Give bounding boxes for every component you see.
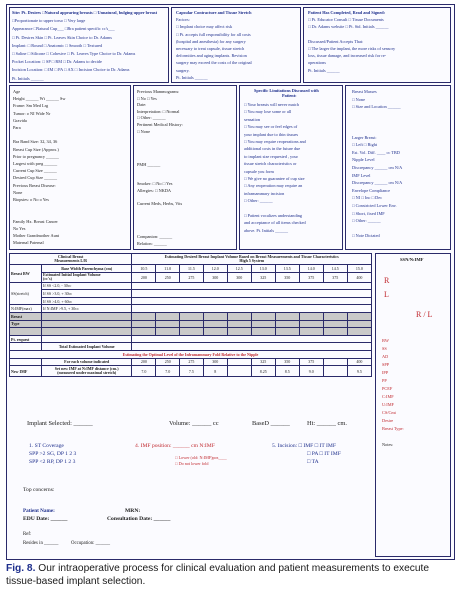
init-vol-cell: 300 xyxy=(203,272,227,282)
total-label: Total Estimated Implant Volume xyxy=(42,343,132,351)
shade-cell xyxy=(203,312,227,320)
limitations-title: Specific Limitations Discussed with xyxy=(254,88,319,93)
rl-label: R / L xyxy=(416,310,433,319)
ssn-title: SSN/N:IMF xyxy=(400,257,424,262)
new-imf-cell: 7.0 xyxy=(156,366,180,377)
shade-cell xyxy=(323,312,347,320)
top-left-line: Implant: □ Round □ Anatomic □ Smooth □ Textured xyxy=(12,42,103,48)
new-imf-cell: 7.5 xyxy=(180,366,204,377)
medical-history-line: □ Other: ______ xyxy=(137,115,166,121)
bw-cell: 13.5 xyxy=(275,265,299,273)
bw-cell: 14.0 xyxy=(299,265,323,273)
top-mid-line: Factors: xyxy=(176,17,190,23)
top-right-line: Patient Has Completed, Read and Signed: xyxy=(308,10,386,15)
shade-cell xyxy=(227,312,251,320)
init-vol-cell: 350 xyxy=(275,272,299,282)
top-left-line: Incision Location: □ IM □ PA □ AX □ Incision Choice to Dr. Adams xyxy=(12,67,130,73)
breast-masses-line: □ None xyxy=(352,96,365,102)
init-vol-cell: 375 xyxy=(323,272,347,282)
medical-history-line: Allergies: □ NKDA xyxy=(137,188,172,193)
top-left-line: □ Pt. Desires Skin □ Pt. Leaves Skin Choice to Dr. Adams xyxy=(12,34,112,40)
breast-masses-line: □ Note Dictated xyxy=(352,233,380,239)
ssn-measure-label: Desire xyxy=(382,418,394,423)
evaluation-form xyxy=(6,4,455,560)
ss-fill xyxy=(132,297,372,305)
total-fill xyxy=(132,343,372,351)
mrn: MRN: xyxy=(125,508,141,514)
new-imf-desc xyxy=(42,366,132,377)
st-coverage: 1. ST Coverage xyxy=(29,443,64,449)
init-vol-cell: 325 xyxy=(251,272,275,282)
each-vol-cell xyxy=(227,358,251,366)
patient-data-line: Maternal Paternal xyxy=(13,240,44,246)
table-header-system xyxy=(132,254,372,265)
bw-cell: 12.5 xyxy=(227,265,251,273)
limitation-line: and acceptance of all items checked xyxy=(244,220,306,226)
patient-data-box xyxy=(9,85,131,250)
new-imf-desc-2: (measured under maximal stretch) xyxy=(57,370,117,376)
init-vol-cell: 275 xyxy=(180,272,204,282)
shade-cell xyxy=(299,328,323,336)
medical-history-line: Smoker: □ No □ Yes xyxy=(137,181,173,187)
shade-cell xyxy=(299,320,323,328)
top-mid-line: (hospital and anesthesia) for any surgery xyxy=(176,38,246,44)
top-right-line: operations xyxy=(308,60,326,66)
top-mid-line: □ Implant choice may affect risk xyxy=(176,24,233,30)
limitation-line: □ Other: ______ xyxy=(244,198,273,204)
ssn-measure-label: PP xyxy=(382,378,387,383)
shade-cell xyxy=(227,328,251,336)
ss-row: If SS <2.0, - 30cc xyxy=(42,282,132,290)
shade-cell xyxy=(323,320,347,328)
ssn-measure-label: IPP xyxy=(382,370,389,375)
ssn-measure-label: SPP xyxy=(382,362,390,367)
each-vol-cell xyxy=(323,358,347,366)
base-d-field: BaseD ______ xyxy=(252,420,290,427)
high5-table xyxy=(9,253,372,377)
ssn-measure-label: AD xyxy=(382,354,389,359)
breast-masses-line: □ Left □ Right xyxy=(352,142,378,148)
bw-cell: 15.0 xyxy=(347,265,371,273)
patient-data-line: Desired Cup Size ______ xyxy=(13,175,58,181)
limitations-box xyxy=(239,85,343,250)
shade-cell xyxy=(180,312,204,320)
imf-option-keep: □ Do not lower fold xyxy=(175,461,209,466)
ssn-measure-label: PCEF xyxy=(382,386,393,391)
resides: Resides in ______ xyxy=(23,541,59,546)
ssn-measure-label: BW xyxy=(382,338,389,343)
bw-cell: 14.5 xyxy=(323,265,347,273)
init-vol-cell: 250 xyxy=(156,272,180,282)
nimf-row: If N:IMF >9.5, + 30cc xyxy=(42,305,132,313)
medical-history-line: Previous Mammograms: xyxy=(137,89,180,94)
new-imf-desc-1: Set new IMF at N:IMF distance (cm.) xyxy=(54,365,119,371)
init-vol-units: (cc's) xyxy=(43,276,52,282)
ref: Ref: xyxy=(23,532,32,537)
bw-cell: 10.5 xyxy=(132,265,156,273)
top-right-line: Discussed/Patient Accepts That: xyxy=(308,38,364,44)
pt-request-fill xyxy=(132,335,372,343)
init-vol-cell: 400 xyxy=(347,272,371,282)
breast-masses-box xyxy=(345,85,451,250)
table-header-clinical xyxy=(10,254,132,265)
medical-history-line: Current Meds, Herbs, Vits xyxy=(137,201,183,207)
new-imf-cell: 9.5 xyxy=(347,366,371,377)
table-h1b: Measurements L/R xyxy=(54,258,88,263)
each-vol-cell: 275 xyxy=(180,358,204,366)
top-mid-line: deformities and aging implants. Revision xyxy=(176,53,247,59)
notes-label: Notes: xyxy=(382,442,394,447)
patient-data-line: Frame: Sm Med Lrg xyxy=(13,103,49,109)
limitation-line: □ You may require reoperations and xyxy=(244,139,306,144)
patient-data-line: Previous Breast Disease: xyxy=(13,182,56,188)
each-vol-blank xyxy=(10,358,42,366)
shade-cell xyxy=(42,328,132,336)
each-vol-cell: 350 xyxy=(275,358,299,366)
limitation-line: □ You may lose some or all xyxy=(244,109,292,115)
each-vol-label: For each volume indicated xyxy=(42,358,132,366)
medical-history-line: Pertinent Medical History: xyxy=(137,122,183,127)
shade-cell xyxy=(251,312,275,320)
breast-masses-line: Envelope Compliance xyxy=(352,187,391,193)
shade-cell xyxy=(347,320,371,328)
breast-masses-line: □ Other: ______ xyxy=(352,218,381,224)
breast-type-label: Breast xyxy=(10,312,42,320)
pt-request-cell xyxy=(42,335,132,343)
incision-options: 5. Incision: □ IMF □ IT IMF xyxy=(272,443,336,449)
volume-field: Volume: ______ cc xyxy=(169,420,219,427)
nimf-label: N:IMF(max) xyxy=(10,305,42,313)
shade-cell xyxy=(275,320,299,328)
limitation-line: your implant due to thin tissues xyxy=(244,131,299,137)
shade-cell xyxy=(299,312,323,320)
ht-field: Ht: ______ cm. xyxy=(307,420,347,427)
patient-data-line: No Yes xyxy=(13,225,26,231)
ssn-panel xyxy=(375,253,451,557)
top-right-line: Pt. Initials ______ xyxy=(308,67,340,73)
limitation-line: □ Patient vocalizes understanding xyxy=(244,213,303,218)
ssn-measure-label: Breast Type: xyxy=(382,426,404,431)
ssn-measure-label: SS xyxy=(382,346,387,351)
top-mid-box xyxy=(171,7,301,83)
breast-masses-line: □ Constricted Lower Env. xyxy=(352,203,397,208)
breast-masses-line: Discrepancy ______ cm N/A xyxy=(352,165,403,170)
limitation-line: above. Pt. Initials ______ xyxy=(244,227,289,233)
limitation-line: inframammary incision xyxy=(244,190,285,196)
top-right-line: □ The larger the implant, the more risks of sensory xyxy=(308,46,396,51)
pt-request-label: Pt. request xyxy=(10,335,42,343)
shade-cell xyxy=(275,328,299,336)
bw-cell: 13.0 xyxy=(251,265,275,273)
breast-masses-line: Est. Vol. Diff. ____ cc TBD xyxy=(352,149,400,155)
patient-data-line: None xyxy=(13,189,23,195)
occupation: Occupation: ______ xyxy=(71,541,111,546)
patient-data-line: Biopsies: o No o Yes xyxy=(13,197,49,202)
shade-cell xyxy=(180,328,204,336)
r-label: R xyxy=(384,276,390,285)
new-imf-cell xyxy=(323,366,347,377)
breast-masses-line: Larger Breast: xyxy=(352,134,377,140)
l-label: L xyxy=(384,290,389,299)
top-left-box xyxy=(9,7,169,83)
table-h2: Estimating Desired Breast Implant Volume Based on Breast Measurements and Tissue Characteristics xyxy=(164,253,339,259)
imf-option-lower: □ Lower (old: N:IMF)pos____ xyxy=(175,455,227,460)
spp-row-1: SPP >2 SG, DP 1 2 3 xyxy=(29,451,77,457)
each-vol-cell: 325 xyxy=(251,358,275,366)
shade-cell xyxy=(180,320,204,328)
patient-data-line: Largest with preg ______ xyxy=(13,161,58,166)
ss-row: If SS >4.0, + 60cc xyxy=(42,297,132,305)
top-left-line: □ Saline □ Silicone □ Cohesive □ Pt. Leaves Type Choice to Dr. Adams xyxy=(12,51,136,56)
medical-history-line: Date: xyxy=(137,102,147,108)
bw-cell: 11.0 xyxy=(156,265,180,273)
ss-row: If SS >3.0, + 30cc xyxy=(42,290,132,298)
top-mid-line: □ Pt. accepts full responsibility for all costs xyxy=(176,31,251,37)
limitation-line: □ Your breasts will never match xyxy=(244,102,299,107)
new-imf-cell: 7.0 xyxy=(132,366,156,377)
breast-masses-line: IMF Level xyxy=(352,172,371,178)
medical-history-box xyxy=(133,85,237,250)
ssn-measure-label: C:IMF xyxy=(382,394,394,399)
shade-cell xyxy=(323,328,347,336)
ssn-measure-label: U:IMF xyxy=(382,402,394,407)
each-vol-cell: 300 xyxy=(203,358,227,366)
breast-masses-line: □ NI □ Inc □ Dec xyxy=(352,195,383,201)
top-concerns: Top concerns: xyxy=(23,487,55,493)
patient-data-line: Gravida xyxy=(13,117,27,123)
init-vol-text: Estimated Initial Implant Volume xyxy=(43,271,101,277)
shade-cell xyxy=(203,328,227,336)
patient-data-line: Height ______ Wt ______ Sw xyxy=(13,96,66,102)
top-mid-line: Pt. Initials ______ xyxy=(176,74,208,80)
breast-masses-line: Breast Masses xyxy=(352,89,377,94)
patient-data-line: Age xyxy=(13,89,21,94)
top-mid-line: necessary to treat capsule, tissue stretch xyxy=(176,46,245,51)
shade-cell xyxy=(227,320,251,328)
shade-cell xyxy=(10,328,42,336)
patient-data-line: Breast Cup Size (Approx.) xyxy=(13,146,59,152)
limitation-line: □ We give no guarantee of cup size xyxy=(244,176,305,181)
shade-cell xyxy=(275,312,299,320)
top-left-line: Pocket Location: □ SP □ RM □ Dr. Adams to decide xyxy=(12,59,102,65)
limitation-line: additional costs in the future due xyxy=(244,146,301,152)
breast-type-label-2: Type xyxy=(10,320,42,328)
shade-cell xyxy=(132,312,156,320)
shade-cell xyxy=(156,328,180,336)
new-imf-cell: 9.0 xyxy=(299,366,323,377)
shade-cell xyxy=(251,320,275,328)
breast-masses-line: Discrepancy ______ cm N/A xyxy=(352,180,403,186)
shade-cell xyxy=(132,320,156,328)
top-mid-line: surgery may exceed the costs of the original xyxy=(176,60,252,66)
top-right-box xyxy=(303,7,451,83)
limitation-line: □ You may see or feel edges of xyxy=(244,124,298,130)
limitation-line: tissue stretch characteristics or xyxy=(244,161,297,167)
shade-cell xyxy=(203,320,227,328)
patient-data-line: Bra Band Size: 32, 34, 36 xyxy=(13,139,58,145)
top-right-line: loss, tissue damage, and increased risk for re- xyxy=(308,53,387,59)
top-mid-line: surgery. xyxy=(176,67,190,73)
edu-date: EDU Date: ______ xyxy=(23,516,68,522)
bw-cell: 12.0 xyxy=(203,265,227,273)
incision-options-2: □ PA □ IT IMF xyxy=(307,451,341,457)
imf-position: 4. IMF position: ______ cm N:IMF xyxy=(135,443,215,449)
patient-data-line: Family Hx. Breast Cancer xyxy=(13,218,58,224)
implant-selected: Implant Selected: ______ xyxy=(27,420,93,427)
limitation-line: capsule you form xyxy=(244,168,274,174)
table-h3: High 5 System xyxy=(239,258,265,263)
shade-cell xyxy=(42,312,132,320)
shade-cell xyxy=(347,312,371,320)
limitation-line: □ Any reoperation may require an xyxy=(244,183,303,189)
new-imf-label: New IMF xyxy=(10,366,42,377)
patient-name: Patient Name: xyxy=(23,508,55,514)
breast-masses-line: Nipple Level xyxy=(352,157,375,163)
spp-row-2: SPP <2 RP, DP 1 2 3 xyxy=(29,459,76,465)
ss-label: SS(stretch) xyxy=(10,282,42,305)
new-imf-cell: 8.25 xyxy=(251,366,275,377)
each-vol-cell: 200 xyxy=(132,358,156,366)
medical-history-line: Interpretation: □ Normal xyxy=(137,108,180,114)
ss-fill xyxy=(132,290,372,298)
base-width-label: Base Width Parenchyma (cm) xyxy=(42,265,132,273)
new-imf-cell: 8 xyxy=(203,366,227,377)
shade-cell xyxy=(251,328,275,336)
optimal-imf-row: Estimating the Optimal Level of the Inframammary Fold Relative to the Nipple xyxy=(10,350,372,358)
each-vol-cell: 400 xyxy=(347,358,371,366)
limitation-line: sensation xyxy=(244,116,260,122)
table-h1: Clinical Breast xyxy=(58,253,84,259)
ssn-measure-label: CS/Cmt xyxy=(382,410,396,415)
patient-data-line: Tumor: o NI Wide Nr xyxy=(13,110,51,116)
patient-data-line: Para xyxy=(13,125,21,130)
patient-data-line: Current Cup Size ______ xyxy=(13,168,57,174)
shade-cell xyxy=(132,328,156,336)
top-right-line: □ Dr. Adams website □ Pt. Std. Initials ______ xyxy=(308,24,389,30)
ss-fill xyxy=(132,282,372,290)
caption-label: Fig. 8. xyxy=(6,563,36,574)
top-mid-line: Capsular Contracture and Tissue Stretch xyxy=(176,10,252,15)
init-vol-cell: 200 xyxy=(132,272,156,282)
total-blank xyxy=(10,343,42,351)
figure-caption xyxy=(6,562,458,588)
top-left-line: □Proportionate to upper torso □ Very large xyxy=(12,18,86,24)
each-vol-cell: 250 xyxy=(156,358,180,366)
init-vol-label xyxy=(42,272,132,282)
new-imf-cell xyxy=(227,366,251,377)
new-imf-cell: 8.5 xyxy=(275,366,299,377)
caption-text: Our intraoperative process for clinical evaluation and patient measurements to execute tissue-based implant selection. xyxy=(6,563,430,587)
shade-cell xyxy=(156,312,180,320)
breast-masses-line: □ Size and Location ______ xyxy=(352,104,401,110)
medical-history-line: □ No □ Yes xyxy=(137,95,157,101)
init-vol-cell: 375 xyxy=(299,272,323,282)
breast-masses-line: □ Short, fixed IMF xyxy=(352,210,385,216)
patient-data-line: Mother Grandmother Aunt xyxy=(13,233,60,238)
top-right-line: □ Pt. Educator Consult □ Tissue Documents xyxy=(308,17,384,23)
each-vol-cell: 375 xyxy=(299,358,323,366)
init-vol-cell: 300 xyxy=(227,272,251,282)
shade-cell xyxy=(156,320,180,328)
limitations-title-2: Patient: xyxy=(282,93,297,98)
patient-data-line: Prior to pregnancy ______ xyxy=(13,153,59,159)
bw-cell: 11.5 xyxy=(180,265,204,273)
top-left-line: Pt. Initials ______ xyxy=(12,75,44,81)
medical-history-line: PMH ______ xyxy=(137,161,161,167)
limitation-line: to implant size requested , your xyxy=(244,153,298,159)
top-left-line: Site: Pt. Desires □Natural appearing breasts □ Unnatural, bulging upper breast xyxy=(12,10,158,15)
medical-history-line: □ None xyxy=(137,128,150,134)
shade-cell xyxy=(347,328,371,336)
top-left-line: Appearance □Natural Cup___ □Bra patient specific cc's___ xyxy=(12,26,115,32)
breast-bw-label: Breast BW xyxy=(10,265,42,283)
consultation-date: Consultation Date: ______ xyxy=(107,516,171,522)
incision-options-3: □ TA xyxy=(307,459,319,465)
medical-history-line: Relation: ______ xyxy=(137,240,167,246)
medical-history-line: Companion: ______ xyxy=(137,234,173,240)
nimf-fill xyxy=(132,305,372,313)
shade-cell xyxy=(42,320,132,328)
